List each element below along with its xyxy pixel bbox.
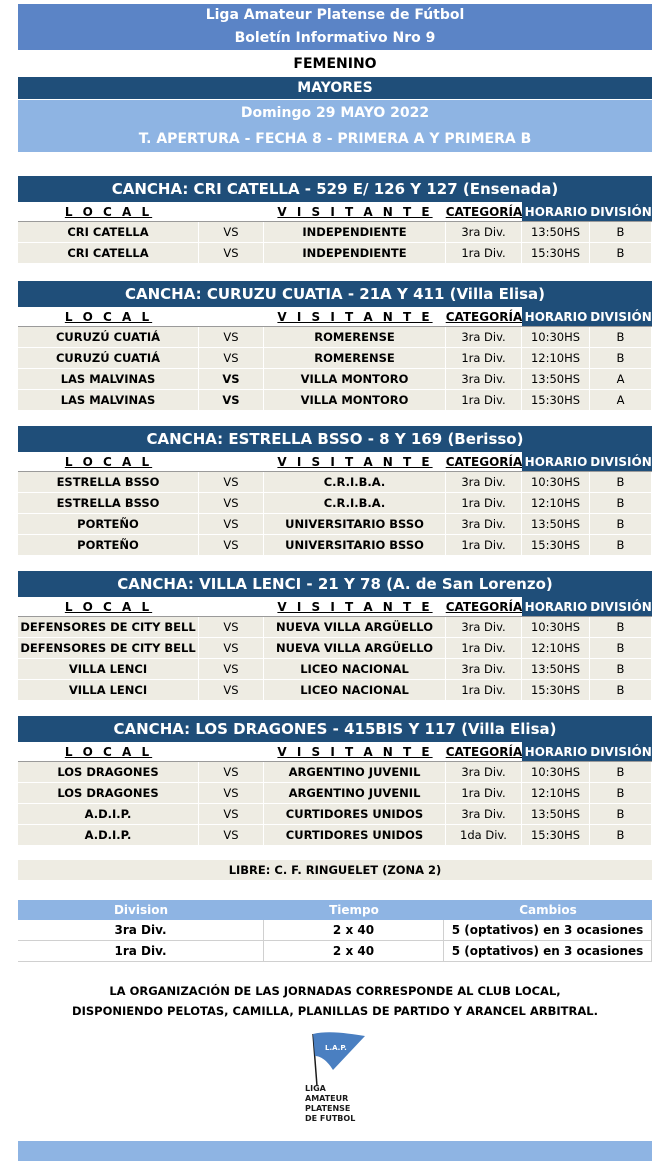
col-horario: HORARIO <box>522 202 590 222</box>
vs-label: VS <box>199 762 264 783</box>
local-team: LOS DRAGONES <box>18 783 199 804</box>
flag-text: L.A.P. <box>325 1044 347 1052</box>
organization-note-line2: DISPONIENDO PELOTAS, CAMILLA, PLANILLAS DE PARTIDO Y ARANCEL ARBITRAL. <box>72 1004 598 1018</box>
venue-title: CANCHA: CRI CATELLA - 529 E/ 126 Y 127 (Ensenada) <box>18 176 652 202</box>
division-cell: B <box>590 222 652 243</box>
rules-changes-cell: 5 (optativos) en 3 ocasiones <box>444 941 652 962</box>
category-cell: 1ra Div. <box>446 348 522 369</box>
rules-col-cambios: Cambios <box>444 900 652 920</box>
col-vs <box>199 742 264 762</box>
col-visitante: V I S I T A N T E <box>264 307 446 327</box>
vs-label: VS <box>199 493 264 514</box>
local-team: VILLA LENCI <box>18 680 199 701</box>
logo-line: DE FUTBOL <box>305 1114 356 1123</box>
date-label: Domingo 29 MAYO 2022 <box>18 100 652 126</box>
col-categoria: CATEGORÍA <box>446 202 522 222</box>
visiting-team: VILLA MONTORO <box>264 369 446 390</box>
visiting-team: CURTIDORES UNIDOS <box>264 825 446 846</box>
tournament-label: T. APERTURA - FECHA 8 - PRIMERA A Y PRIMERA B <box>18 126 652 152</box>
category-cell: 1ra Div. <box>446 680 522 701</box>
col-horario: HORARIO <box>522 742 590 762</box>
category-cell: 1da Div. <box>446 825 522 846</box>
vs-label: VS <box>199 348 264 369</box>
col-local: L O C A L <box>18 307 199 327</box>
local-team: ESTRELLA BSSO <box>18 472 199 493</box>
rules-changes-cell: 5 (optativos) en 3 ocasiones <box>444 920 652 941</box>
venue-block <box>18 716 652 846</box>
category-cell: 3ra Div. <box>446 804 522 825</box>
vs-label: VS <box>199 804 264 825</box>
time-cell: 12:10HS <box>522 348 590 369</box>
col-visitante: V I S I T A N T E <box>264 597 446 617</box>
category-cell: 1ra Div. <box>446 243 522 264</box>
division-cell: B <box>590 783 652 804</box>
col-horario: HORARIO <box>522 452 590 472</box>
col-local: L O C A L <box>18 742 199 762</box>
category-cell: 3ra Div. <box>446 472 522 493</box>
venue-title: CANCHA: CURUZU CUATIA - 21A Y 411 (Villa Elisa) <box>18 281 652 307</box>
category-cell: 3ra Div. <box>446 617 522 638</box>
vs-label: VS <box>199 535 264 556</box>
col-division: DIVISIÓN <box>590 452 652 472</box>
category-cell: 3ra Div. <box>446 327 522 348</box>
bulletin-title: Boletín Informativo Nro 9 <box>18 26 652 50</box>
vs-label: VS <box>199 390 264 411</box>
rules-division-cell: 1ra Div. <box>18 941 264 962</box>
visiting-team: LICEO NACIONAL <box>264 680 446 701</box>
visiting-team: NUEVA VILLA ARGÜELLO <box>264 638 446 659</box>
division-cell: B <box>590 243 652 264</box>
visiting-team: UNIVERSITARIO BSSO <box>264 514 446 535</box>
time-cell: 15:30HS <box>522 243 590 264</box>
column-header-row <box>18 742 652 762</box>
col-local: L O C A L <box>18 597 199 617</box>
match-row <box>18 327 652 348</box>
division-cell: B <box>590 680 652 701</box>
match-row <box>18 804 652 825</box>
time-cell: 15:30HS <box>522 825 590 846</box>
local-team: A.D.I.P. <box>18 804 199 825</box>
vs-label: VS <box>199 659 264 680</box>
col-vs <box>199 597 264 617</box>
division-cell: B <box>590 659 652 680</box>
vs-label: VS <box>199 222 264 243</box>
vs-label: VS <box>199 472 264 493</box>
rules-col-division: Division <box>18 900 264 920</box>
col-categoria: CATEGORÍA <box>446 307 522 327</box>
category-cell: 1ra Div. <box>446 493 522 514</box>
time-cell: 13:50HS <box>522 804 590 825</box>
vs-label: VS <box>199 327 264 348</box>
local-team: CURUZÚ CUATIÁ <box>18 348 199 369</box>
time-cell: 12:10HS <box>522 638 590 659</box>
local-team: CRI CATELLA <box>18 222 199 243</box>
match-row <box>18 390 652 411</box>
match-row <box>18 762 652 783</box>
col-visitante: V I S I T A N T E <box>264 452 446 472</box>
division-cell: B <box>590 825 652 846</box>
local-team: DEFENSORES DE CITY BELL <box>18 617 199 638</box>
division-cell: B <box>590 617 652 638</box>
league-logo <box>305 1030 375 1138</box>
division-cell: A <box>590 390 652 411</box>
col-visitante: V I S I T A N T E <box>264 202 446 222</box>
col-visitante: V I S I T A N T E <box>264 742 446 762</box>
col-division: DIVISIÓN <box>590 742 652 762</box>
time-cell: 10:30HS <box>522 762 590 783</box>
col-local: L O C A L <box>18 202 199 222</box>
vs-label: VS <box>199 617 264 638</box>
visiting-team: ROMERENSE <box>264 348 446 369</box>
time-cell: 12:10HS <box>522 783 590 804</box>
match-row <box>18 472 652 493</box>
category-cell: 3ra Div. <box>446 514 522 535</box>
col-horario: HORARIO <box>522 597 590 617</box>
col-horario: HORARIO <box>522 307 590 327</box>
visiting-team: CURTIDORES UNIDOS <box>264 804 446 825</box>
visiting-team: C.R.I.B.A. <box>264 493 446 514</box>
time-cell: 10:30HS <box>522 617 590 638</box>
match-rules-table <box>18 900 652 962</box>
col-division: DIVISIÓN <box>590 307 652 327</box>
venue-block <box>18 571 652 701</box>
match-row <box>18 783 652 804</box>
category-cell: 3ra Div. <box>446 762 522 783</box>
time-cell: 13:50HS <box>522 514 590 535</box>
flag-icon <box>305 1030 375 1090</box>
local-team: LOS DRAGONES <box>18 762 199 783</box>
visiting-team: ROMERENSE <box>264 327 446 348</box>
vs-label: VS <box>199 680 264 701</box>
division-cell: B <box>590 514 652 535</box>
match-row <box>18 514 652 535</box>
vs-label: VS <box>199 243 264 264</box>
time-cell: 10:30HS <box>522 472 590 493</box>
vs-label: VS <box>199 825 264 846</box>
division-cell: B <box>590 493 652 514</box>
division-cell: B <box>590 535 652 556</box>
match-row <box>18 659 652 680</box>
organization-note-line1: LA ORGANIZACIÓN DE LAS JORNADAS CORRESPONDE AL CLUB LOCAL, <box>109 984 561 998</box>
col-categoria: CATEGORÍA <box>446 597 522 617</box>
venue-title: CANCHA: ESTRELLA BSSO - 8 Y 169 (Berisso) <box>18 426 652 452</box>
local-team: A.D.I.P. <box>18 825 199 846</box>
category-cell: 1ra Div. <box>446 390 522 411</box>
venue-block <box>18 176 652 264</box>
col-categoria: CATEGORÍA <box>446 452 522 472</box>
match-row <box>18 348 652 369</box>
rules-header-row <box>18 900 652 920</box>
vs-label: VS <box>199 783 264 804</box>
time-cell: 15:30HS <box>522 535 590 556</box>
logo-caption <box>305 1084 355 1124</box>
col-vs <box>199 307 264 327</box>
footer-band <box>18 1141 652 1161</box>
local-team: PORTEÑO <box>18 535 199 556</box>
visiting-team: UNIVERSITARIO BSSO <box>264 535 446 556</box>
col-division: DIVISIÓN <box>590 202 652 222</box>
venue-block <box>18 426 652 556</box>
match-row <box>18 680 652 701</box>
rules-row <box>18 941 652 962</box>
division-cell: B <box>590 327 652 348</box>
time-cell: 15:30HS <box>522 390 590 411</box>
match-row <box>18 617 652 638</box>
visiting-team: NUEVA VILLA ARGÜELLO <box>264 617 446 638</box>
logo-line: AMATEUR <box>305 1094 349 1103</box>
rules-row <box>18 920 652 941</box>
col-local: L O C A L <box>18 452 199 472</box>
rules-col-tiempo: Tiempo <box>264 900 444 920</box>
match-row <box>18 825 652 846</box>
local-team: LAS MALVINAS <box>18 390 199 411</box>
logo-line: LIGA <box>305 1084 326 1093</box>
category-cell: 1ra Div. <box>446 535 522 556</box>
vs-label: VS <box>199 638 264 659</box>
visiting-team: LICEO NACIONAL <box>264 659 446 680</box>
venue-block <box>18 281 652 411</box>
match-row <box>18 638 652 659</box>
venue-title: CANCHA: LOS DRAGONES - 415BIS Y 117 (Villa Elisa) <box>18 716 652 742</box>
time-cell: 13:50HS <box>522 222 590 243</box>
category-label: MAYORES <box>18 77 652 99</box>
visiting-team: C.R.I.B.A. <box>264 472 446 493</box>
match-row <box>18 222 652 243</box>
match-row <box>18 243 652 264</box>
vs-label: VS <box>199 369 264 390</box>
division-cell: A <box>590 369 652 390</box>
category-cell: 3ra Div. <box>446 222 522 243</box>
column-header-row <box>18 202 652 222</box>
category-cell: 3ra Div. <box>446 659 522 680</box>
local-team: DEFENSORES DE CITY BELL <box>18 638 199 659</box>
time-cell: 13:50HS <box>522 659 590 680</box>
category-cell: 3ra Div. <box>446 369 522 390</box>
col-categoria: CATEGORÍA <box>446 742 522 762</box>
local-team: CRI CATELLA <box>18 243 199 264</box>
local-team: VILLA LENCI <box>18 659 199 680</box>
col-vs <box>199 452 264 472</box>
vs-label: VS <box>199 514 264 535</box>
visiting-team: INDEPENDIENTE <box>264 222 446 243</box>
branch-label: FEMENINO <box>18 52 652 76</box>
division-cell: B <box>590 804 652 825</box>
division-cell: B <box>590 762 652 783</box>
local-team: CURUZÚ CUATIÁ <box>18 327 199 348</box>
column-header-row <box>18 307 652 327</box>
division-cell: B <box>590 638 652 659</box>
column-header-row <box>18 597 652 617</box>
division-cell: B <box>590 472 652 493</box>
visiting-team: INDEPENDIENTE <box>264 243 446 264</box>
rules-division-cell: 3ra Div. <box>18 920 264 941</box>
division-cell: B <box>590 348 652 369</box>
col-division: DIVISIÓN <box>590 597 652 617</box>
rules-time-cell: 2 x 40 <box>264 920 444 941</box>
match-row <box>18 369 652 390</box>
category-cell: 1ra Div. <box>446 638 522 659</box>
category-cell: 1ra Div. <box>446 783 522 804</box>
time-cell: 13:50HS <box>522 369 590 390</box>
logo-line: PLATENSE <box>305 1104 351 1113</box>
time-cell: 12:10HS <box>522 493 590 514</box>
time-cell: 15:30HS <box>522 680 590 701</box>
local-team: ESTRELLA BSSO <box>18 493 199 514</box>
match-row <box>18 535 652 556</box>
visiting-team: ARGENTINO JUVENIL <box>264 762 446 783</box>
local-team: PORTEÑO <box>18 514 199 535</box>
bye-team-notice: LIBRE: C. F. RINGUELET (ZONA 2) <box>18 860 652 880</box>
visiting-team: VILLA MONTORO <box>264 390 446 411</box>
time-cell: 10:30HS <box>522 327 590 348</box>
column-header-row <box>18 452 652 472</box>
col-vs <box>199 202 264 222</box>
match-row <box>18 493 652 514</box>
league-title: Liga Amateur Platense de Fútbol <box>18 4 652 26</box>
venue-title: CANCHA: VILLA LENCI - 21 Y 78 (A. de San Lorenzo) <box>18 571 652 597</box>
rules-time-cell: 2 x 40 <box>264 941 444 962</box>
local-team: LAS MALVINAS <box>18 369 199 390</box>
visiting-team: ARGENTINO JUVENIL <box>264 783 446 804</box>
